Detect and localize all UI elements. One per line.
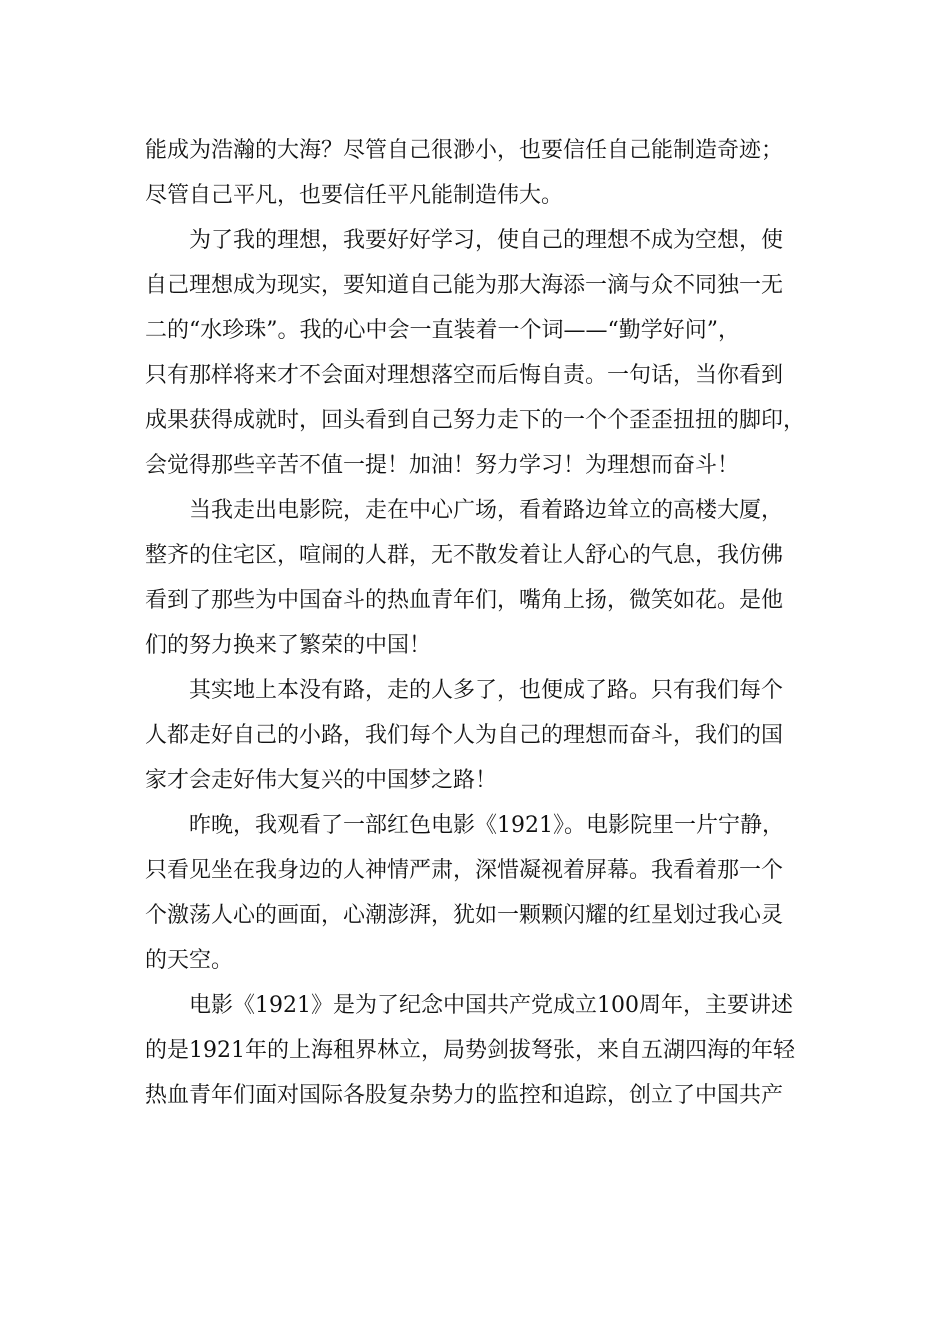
text-line: 看到了那些为中国奋斗的热血青年们，嘴角上扬，微笑如花。是他 [145,588,784,613]
text-line: 只有那样将来才不会面对理想落空而后悔自责。一句话，当你看到 [145,363,784,388]
text-line: 成果获得成就时，回头看到自己努力走下的一个个歪歪扭扭的脚印， [145,408,806,433]
body-text [145,128,825,1118]
text-line: 们的努力换来了繁荣的中国！ [145,633,432,658]
text-line: 整齐的住宅区，喧闹的人群，无不散发着让人舒心的气息，我仿佛 [145,543,784,568]
paragraph-first-line: 昨晚，我观看了一部红色电影《1921》。电影院里一片宁静， [189,813,784,838]
text-line: 只看见坐在我身边的人神情严肃，深惜凝视着屏幕。我看着那一个 [145,858,784,883]
text-line: 热血青年们面对国际各股复杂势力的监控和追踪，创立了中国共产 [145,1083,784,1108]
text-line: 能成为浩瀚的大海？尽管自己很渺小，也要信任自己能制造奇迹； [145,138,784,163]
paragraph-first-line: 当我走出电影院，走在中心广场，看着路边耸立的高楼大厦， [189,498,784,523]
paragraph-first-line: 其实地上本没有路，走的人多了，也便成了路。只有我们每个 [189,678,784,703]
text-line: 的是1921年的上海租界林立，局势剑拔弩张，来自五湖四海的年轻 [145,1038,795,1063]
text-line: 会觉得那些辛苦不值一提！加油！努力学习！为理想而奋斗！ [145,453,740,478]
text-line: 家才会走好伟大复兴的中国梦之路！ [145,768,498,793]
text-line: 人都走好自己的小路，我们每个人为自己的理想而奋斗，我们的国 [145,723,784,748]
paragraph-first-line: 电影《1921》是为了纪念中国共产党成立100周年，主要讲述 [189,993,793,1018]
text-line: 自己理想成为现实，要知道自己能为那大海添一滴与众不同独一无 [145,273,784,298]
text-line: 二的“水珍珠”。我的心中会一直装着一个词——“勤学好问”， [145,318,740,343]
text-line: 个激荡人心的画面，心潮澎湃，犹如一颗颗闪耀的红星划过我心灵 [145,903,784,928]
text-line: 的天空。 [145,948,234,973]
text-line: 尽管自己平凡，也要信任平凡能制造伟大。 [145,183,564,208]
paragraph-first-line: 为了我的理想，我要好好学习，使自己的理想不成为空想，使 [189,228,784,253]
